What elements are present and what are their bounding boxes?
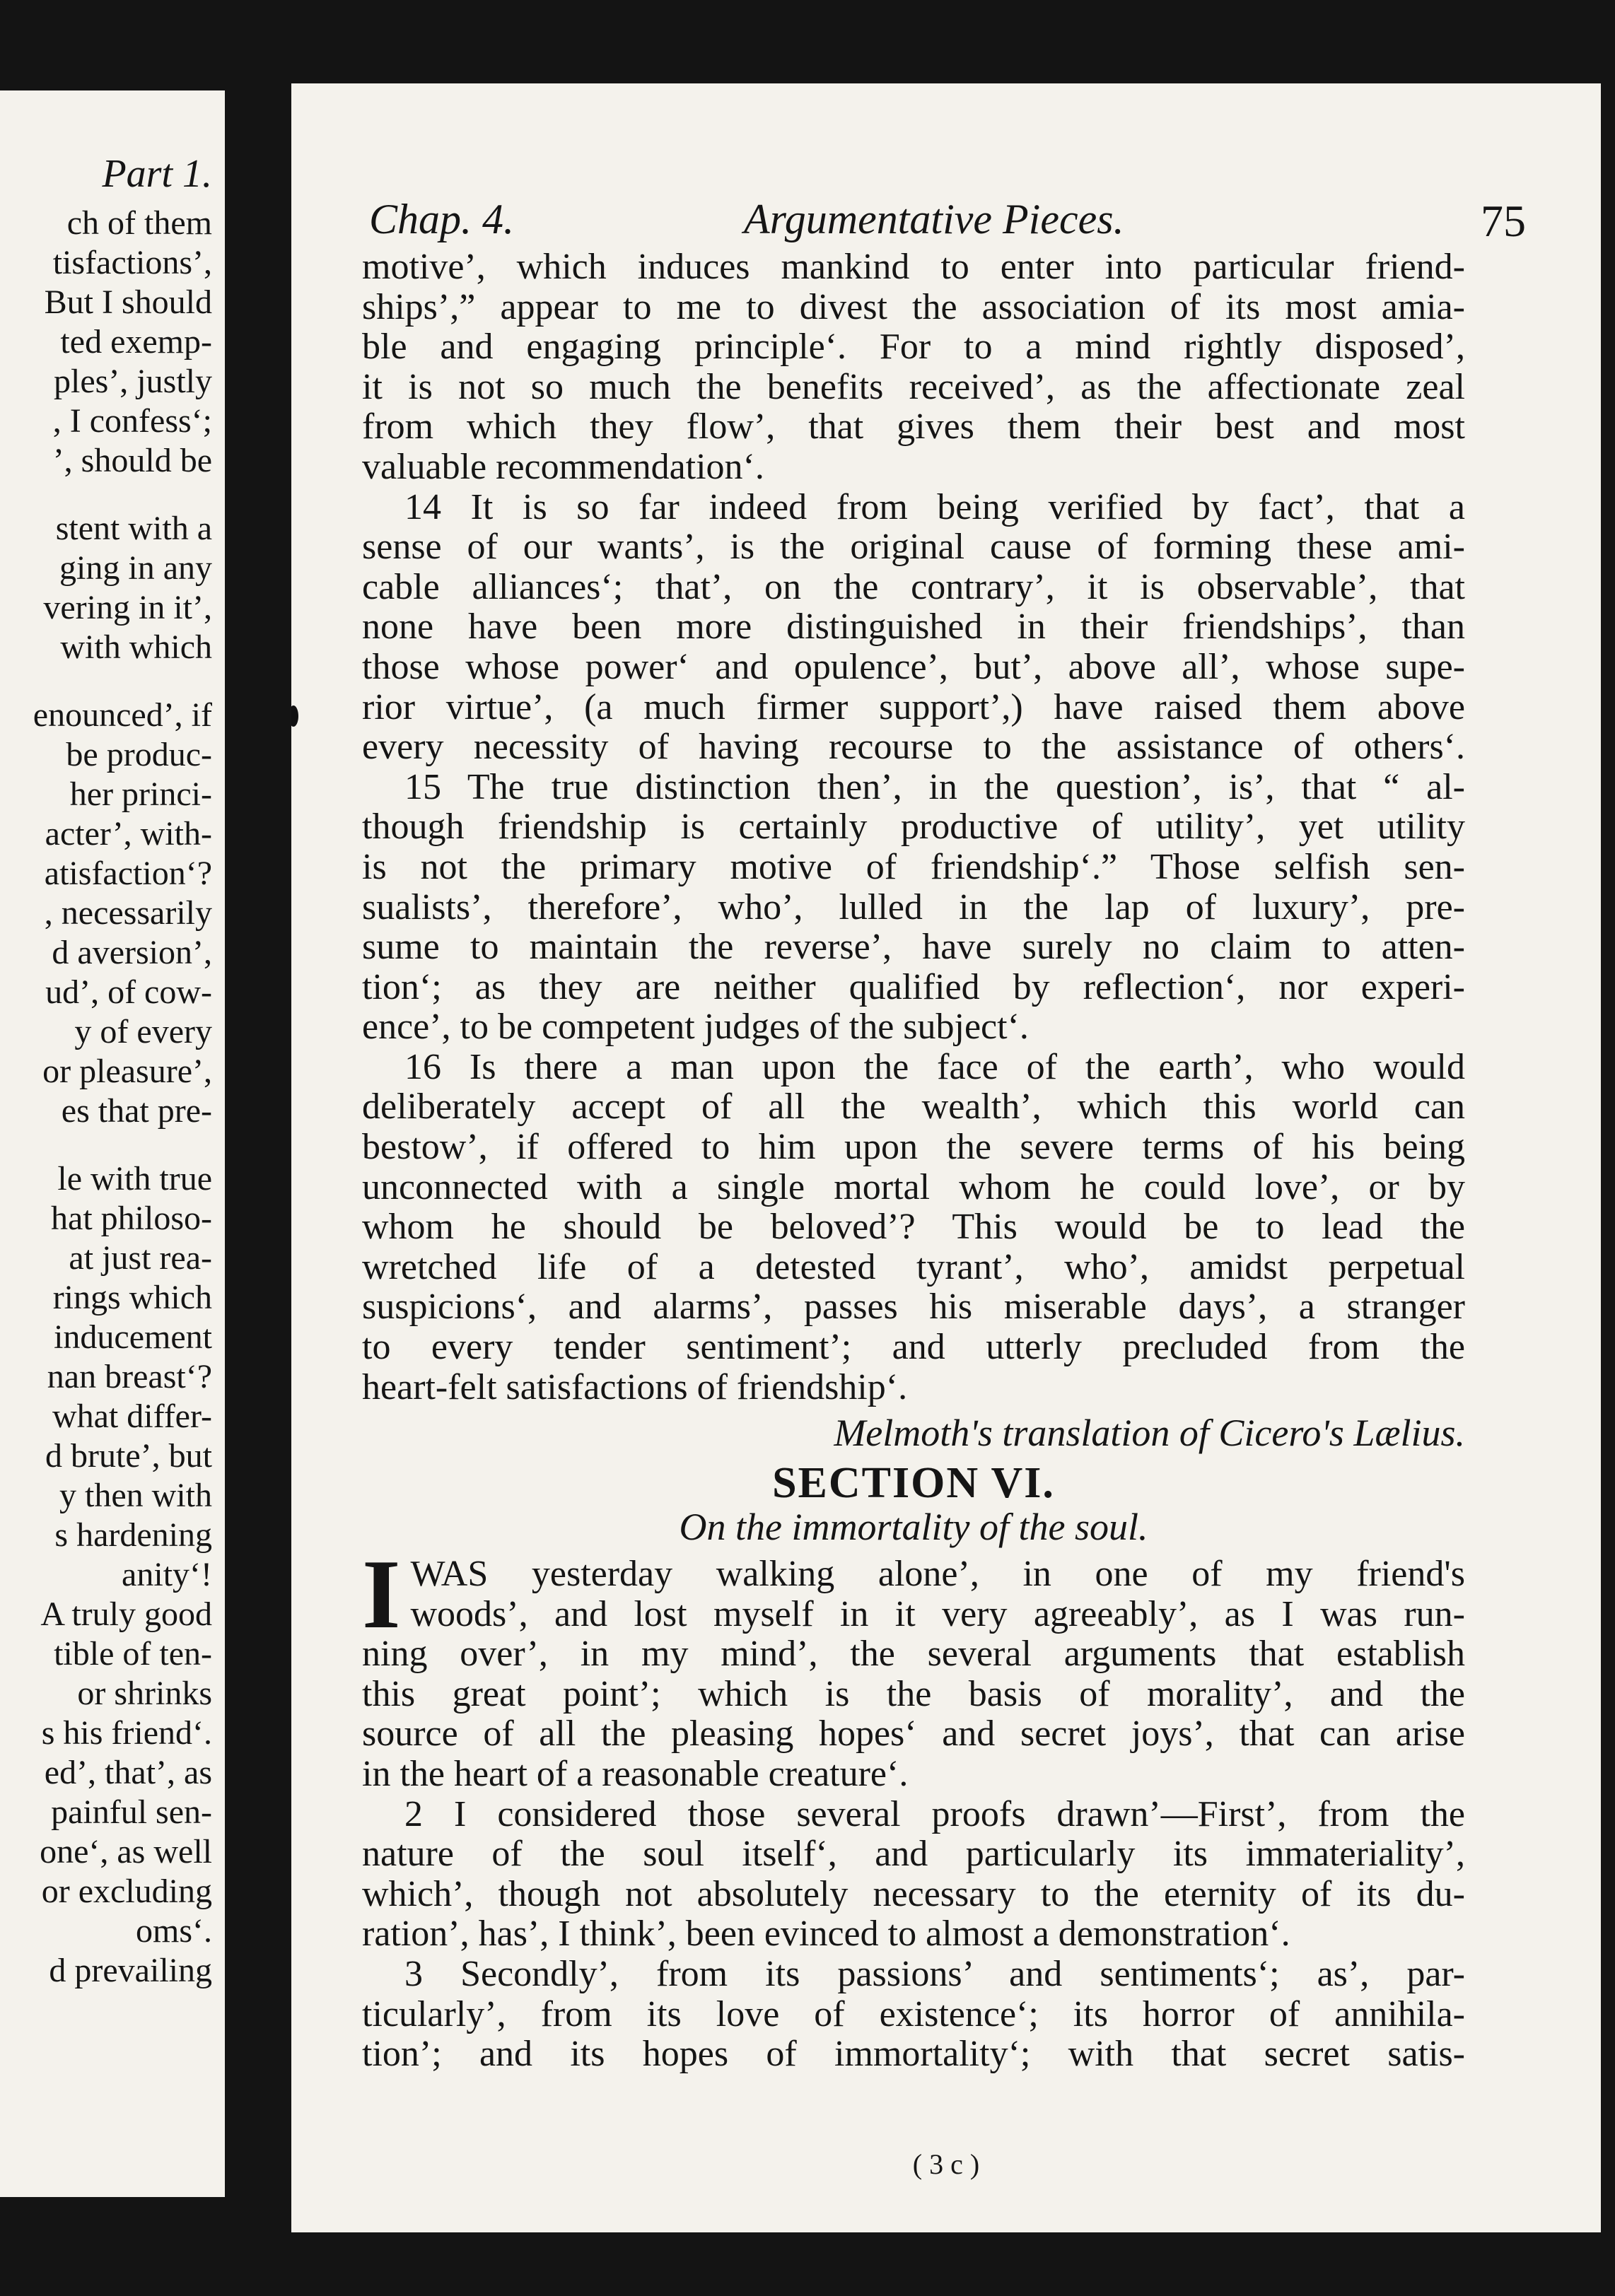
text-line: sume to maintain the reverse’, have surely no claim to atten-: [362, 927, 1465, 968]
chapter-label: Chap. 4.: [369, 196, 515, 242]
text-line: ning over’, in my mind’, the several arguments that establish: [362, 1634, 1465, 1675]
page-number: 75: [1481, 196, 1526, 246]
text-line: 16 Is there a man upon the face of the earth’, who would: [404, 1046, 1465, 1087]
section-subtitle: On the immortality of the soul.: [679, 1506, 1148, 1549]
book-page: [291, 83, 1601, 2232]
text-line: is not the primary motive of friendship‘.” Those selfish sen-: [362, 846, 1465, 887]
text-line: atisfaction‘?: [44, 855, 212, 892]
text-line: 14 It is so far indeed from being verified by fact’, that a: [404, 486, 1465, 527]
previous-page: [0, 90, 225, 2197]
paragraph-16: [362, 1048, 1465, 1407]
previous-page-text: [0, 154, 212, 1991]
attribution: Melmoth's translation of Cicero's Lælius.: [834, 1412, 1465, 1455]
text-line: what differ-: [52, 1398, 212, 1435]
text-line: bestow’, if offered to him upon the severe terms of his being: [362, 1127, 1465, 1168]
text-line: wretched life of a detested tyrant’, who’, amidst perpetual: [362, 1246, 1465, 1287]
text-line: d aversion’,: [52, 934, 212, 971]
drop-cap: I: [362, 1540, 401, 1649]
text-line: cable alliances‘; that’, on the contrary’, it is observable’, that: [362, 566, 1465, 607]
text-line: this great point’; which is the basis of morality’, and the: [362, 1673, 1465, 1714]
text-line: painful sen-: [51, 1793, 212, 1831]
text-line: in the heart of a reasonable creature‘.: [362, 1753, 909, 1794]
text-line: ration’, has’, I think’, been evinced to almost a demonstration‘.: [362, 1914, 1290, 1955]
text-line: WAS yesterday walking alone’, in one of my friend's: [410, 1554, 1465, 1594]
text-line: stent with a: [55, 510, 212, 547]
text-line: 3 Secondly’, from its passions’ and sentiments‘; as’, par-: [404, 1953, 1465, 1994]
section-paragraph-3: [362, 1955, 1465, 2075]
text-line: or excluding: [41, 1873, 212, 1910]
paragraph-13-continued: [362, 247, 1465, 488]
text-line: those whose power‘ and opulence’, but’, above all’, whose supe-: [362, 646, 1465, 687]
text-line: 2 I considered those several proofs drawn’—First’, from the: [404, 1793, 1465, 1834]
text-line: ed’, that’, as: [44, 1754, 212, 1791]
text-line: whom he should be beloved’? This would be to lead the: [362, 1207, 1465, 1248]
text-line: suspicions‘, and alarms’, passes his miserable days’, a stranger: [362, 1287, 1465, 1328]
text-line: it is not so much the benefits received’, as the affectionate zeal: [362, 366, 1465, 407]
running-title: Argumentative Pieces.: [744, 196, 1124, 242]
text-line: , I confess‘;: [52, 402, 212, 440]
text-line: ble and engaging principle‘. For to a mind rightly disposed’,: [362, 327, 1465, 368]
text-line: ud’, of cow-: [45, 973, 212, 1011]
ink-mark: [291, 705, 298, 727]
text-line: her princi-: [69, 775, 212, 813]
text-line: at just rea-: [69, 1239, 212, 1277]
text-line: valuable recommendation‘.: [362, 446, 764, 487]
paragraph-14: [362, 488, 1465, 768]
text-line: sense of our wants’, is the original cause of forming these ami-: [362, 527, 1465, 568]
text-line: enounced’, if: [33, 696, 212, 734]
text-line: sualists’, therefore’, who’, lulled in the lap of luxury’, pre-: [362, 886, 1465, 927]
text-line: none have been more distinguished in their friendships’, than: [362, 607, 1465, 648]
text-line: s hardening: [54, 1516, 212, 1554]
text-line: woods’, and lost myself in it very agreeably’, as I was run-: [410, 1593, 1465, 1634]
text-line: motive’, which induces mankind to enter into particular friend-: [362, 247, 1465, 287]
text-line: every necessity of having recourse to the assistance of others‘.: [362, 727, 1465, 768]
text-line: vering in it’,: [43, 589, 212, 626]
text-line: oms‘.: [136, 1912, 212, 1950]
text-line: acter’, with-: [45, 815, 212, 853]
text-line: ships’,” appear to me to divest the association of its most amia-: [362, 286, 1465, 327]
text-line: though friendship is certainly productive of utility’, yet utility: [362, 807, 1465, 848]
signature-mark: ( 3 c ): [912, 2148, 980, 2180]
text-line: tible of ten-: [54, 1635, 212, 1673]
text-line: ence’, to be competent judges of the subject‘.: [362, 1007, 1029, 1048]
text-line: unconnected with a single mortal whom he could love’, or by: [362, 1166, 1465, 1207]
text-line: which’, though not absolutely necessary to the eternity of its du-: [362, 1873, 1465, 1914]
text-line: or shrinks: [77, 1675, 212, 1712]
text-line: le with true: [57, 1160, 212, 1197]
section-paragraph-1: [362, 1540, 1465, 1795]
section-title: SECTION VI.: [772, 1458, 1055, 1507]
text-line: one‘, as well: [40, 1833, 212, 1870]
text-line: ch of them: [66, 204, 212, 242]
text-line: ples’, justly: [54, 363, 212, 400]
text-line: 15 The true distinction then’, in the question’, is’, that “ al-: [404, 766, 1465, 807]
running-header: [369, 195, 1526, 252]
text-line: d prevailing: [49, 1952, 212, 1989]
text-line: y of every: [74, 1013, 212, 1050]
text-line: inducement: [54, 1318, 212, 1356]
text-line: nature of the soul itself‘, and particularly its immateriality’,: [362, 1834, 1465, 1875]
text-line: deliberately accept of all the wealth’, which this world can: [362, 1086, 1465, 1128]
text-line: heart-felt satisfactions of friendship‘.: [362, 1366, 908, 1407]
text-line: A truly good: [40, 1595, 212, 1633]
text-line: to every tender sentiment’; and utterly precluded from the: [362, 1327, 1465, 1368]
text-line: d brute’, but: [45, 1437, 212, 1475]
text-line: y then with: [59, 1477, 212, 1514]
section-paragraph-2: [362, 1795, 1465, 1955]
text-line: source of all the pleasing hopes‘ and secret joys’, that can arise: [362, 1714, 1465, 1755]
text-line: with which: [60, 628, 212, 666]
text-line: , necessarily: [44, 894, 212, 932]
text-line: hat philoso-: [51, 1200, 212, 1237]
text-line: tion’; and its hopes of immortality‘; with that secret satis-: [362, 2034, 1465, 2075]
text-line: from which they flow’, that gives them their best and most: [362, 406, 1465, 447]
text-line: ging in any: [59, 549, 212, 587]
page-body: [362, 247, 1465, 2075]
text-line: anity‘!: [122, 1556, 212, 1593]
text-line: ’, should be: [52, 442, 212, 479]
text-line: be produc-: [66, 736, 212, 773]
text-line: s his friend‘.: [41, 1714, 212, 1752]
previous-page-heading: Part 1.: [102, 152, 212, 196]
text-line: ticularly’, from its love of existence‘; its horror of annihila-: [362, 1993, 1465, 2034]
text-line: or pleasure’,: [42, 1053, 212, 1090]
text-line: But I should: [44, 283, 212, 321]
text-line: ted exemp-: [60, 323, 212, 361]
text-line: tion‘; as they are neither qualified by reflection‘, nor experi-: [362, 966, 1465, 1007]
text-line: rior virtue’, (a much firmer support’,) have raised them above: [362, 686, 1465, 727]
text-line: rings which: [52, 1279, 212, 1316]
text-line: nan breast‘?: [47, 1358, 212, 1395]
text-line: es that pre-: [61, 1092, 212, 1130]
paragraph-15: [362, 768, 1465, 1048]
text-line: tisfactions’,: [52, 244, 212, 281]
